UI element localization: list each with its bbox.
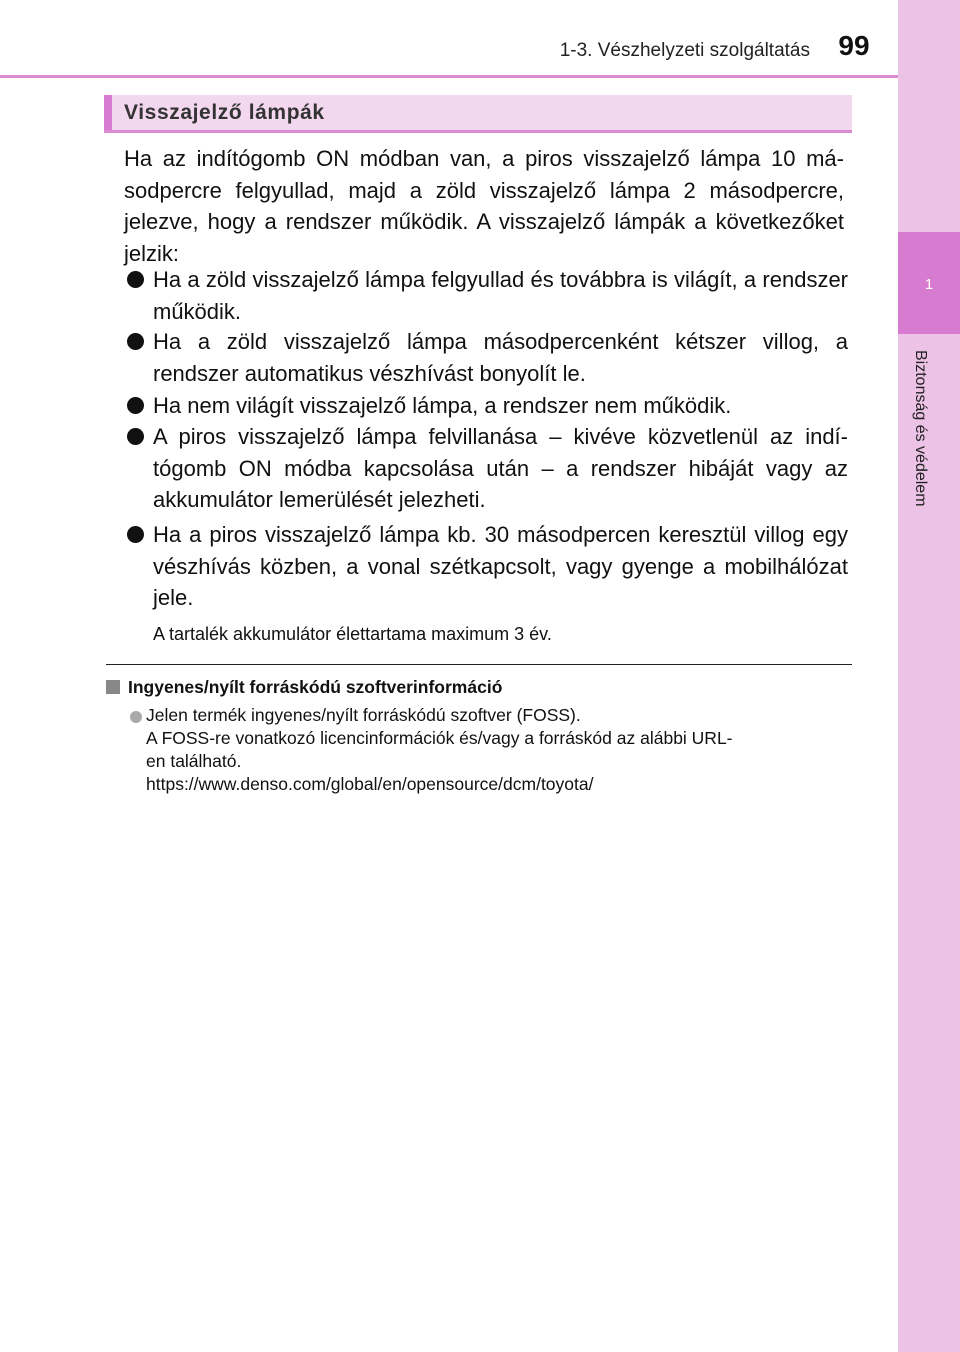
square-bullet-icon (106, 680, 120, 694)
section-heading-underline (104, 130, 852, 133)
bullet-icon (127, 333, 144, 350)
foss-url: https://www.denso.com/global/en/opensource/dcm/toyota/ (146, 774, 594, 794)
side-chapter-number: 1 (924, 276, 934, 293)
header-rule (0, 75, 898, 78)
foss-heading: Ingyenes/nyílt forráskódú szoftverinformáció (128, 677, 503, 697)
battery-note: A tartalék akkumulátor élettartama maximum 3 év. (153, 624, 552, 644)
list-item-text: Ha a piros visszajelző lámpa kb. 30 másodpercen keresztül villog egy vészhívás közben, a vonal szétkapcsolt, vagy gyenge a mobilhálózat jele. (153, 522, 848, 610)
bullet-icon (127, 526, 144, 543)
foss-line: A FOSS-re vonatkozó licencinformációk és/vagy a forráskód az alábbi URL- (146, 728, 733, 748)
section-title: Visszajelző lámpák (124, 101, 325, 124)
list-item-text: Ha a zöld visszajelző lámpa másodpercenként kétszer villog, a rendszer automatikus vészhívást bonyolít le. (153, 329, 848, 386)
page-number: 99 (838, 30, 870, 61)
section-divider (106, 664, 852, 665)
intro-paragraph: Ha az indítógomb ON módban van, a piros visszajelző lámpa 10 másodpercre felgyullad, majd a zöld visszajelző lámpa 2 másodpercre, jelezve, hogy a rendszer működik. A visszajelző lámpák a következőket jelzik: (124, 146, 844, 266)
foss-line: en található. (146, 751, 242, 771)
circle-bullet-icon (130, 711, 142, 723)
foss-info (146, 704, 856, 796)
foss-line: Jelen termék ingyenes/nyílt forráskódú szoftver (FOSS). (146, 705, 581, 725)
list-item-text: A piros visszajelző lámpa felvillanása – kivéve közvetlenül az indítógomb ON módba kapcsolása után – a rendszer hibáját vagy az akkumulátor lemerülését jelezheti. (153, 424, 848, 512)
side-chapter-title: Biztonság és védelem (912, 350, 929, 507)
list-item-text: Ha nem világít visszajelző lámpa, a rendszer nem működik. (153, 393, 732, 418)
bullet-icon (127, 428, 144, 445)
bullet-icon (127, 271, 144, 288)
bullet-icon (127, 397, 144, 414)
side-tab-strip (898, 0, 960, 1352)
list-item-text: Ha a zöld visszajelző lámpa felgyullad és továbbra is világít, a rendszer működik. (153, 267, 848, 324)
running-header: 1-3. Vészhelyzeti szolgáltatás (559, 40, 810, 61)
